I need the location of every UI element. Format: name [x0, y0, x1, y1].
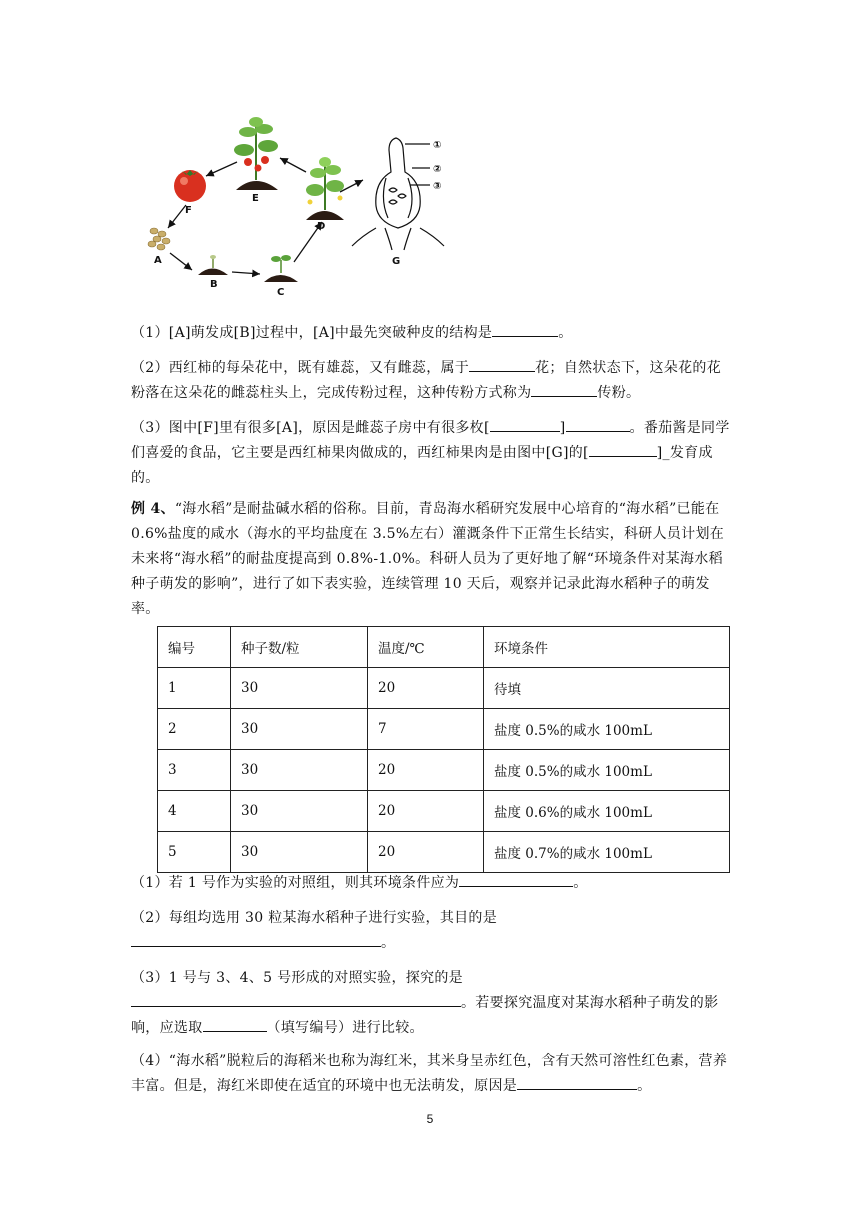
seeds-icon	[148, 228, 170, 250]
table-cell: 2	[158, 709, 231, 750]
fruiting-plant-e-icon	[234, 117, 278, 190]
table-cell: 盐度 0.5%的咸水 100mL	[484, 750, 730, 791]
label-c: C	[277, 287, 285, 298]
table-row	[158, 791, 730, 832]
table-cell: 7	[368, 709, 484, 750]
answer-blank[interactable]	[469, 356, 535, 372]
label-a: A	[154, 255, 162, 266]
label-d: D	[317, 221, 326, 232]
table-cell: 30	[231, 791, 368, 832]
label-2: ②	[433, 164, 442, 175]
label-1: ①	[433, 140, 442, 151]
table-row	[158, 668, 730, 709]
table-header: 环境条件	[484, 627, 730, 668]
table-row	[158, 750, 730, 791]
label-b: B	[210, 279, 218, 290]
label-g: G	[392, 256, 401, 267]
question-part-1: （1）[A]萌发成[B]过程中，[A]中最先突破种皮的结构是 。	[131, 321, 731, 346]
plant-lifecycle-diagram	[140, 110, 470, 310]
experiment-table	[157, 626, 730, 873]
table-cell: 盐度 0.7%的咸水 100mL	[484, 832, 730, 873]
answer-blank[interactable]	[531, 381, 597, 397]
table-header: 种子数/粒	[231, 627, 368, 668]
table-header: 温度/℃	[368, 627, 484, 668]
tomato-fruit-icon	[174, 170, 206, 202]
flowering-plant-d-icon	[306, 157, 344, 220]
table-cell: 20	[368, 750, 484, 791]
question-1: （1）若 1 号作为实验的对照组，则其环境条件应为 。	[131, 871, 731, 896]
table-cell: 20	[368, 668, 484, 709]
table-cell: 5	[158, 832, 231, 873]
table-cell: 30	[231, 668, 368, 709]
seedling-c-icon	[264, 255, 298, 282]
table-cell: 1	[158, 668, 231, 709]
table-cell: 20	[368, 791, 484, 832]
table-cell: 30	[231, 709, 368, 750]
question-3: （3）1 号与 3、4、5 号形成的对照实验，探究的是。若要探究温度对某海水稻种子萌发的影响，应选取 （填写编号）进行比较。	[131, 970, 719, 1036]
example-title: 例 4、	[131, 501, 175, 517]
table-cell: 4	[158, 791, 231, 832]
question-4: （4）“海水稻”脱粒后的海稻米也称为海红米，其米身呈赤红色，含有天然可溶性红色素，营养丰富。但是，海红米即使在适宜的环境中也无法萌发，原因是 。	[131, 1053, 728, 1094]
label-e: E	[252, 193, 259, 204]
table-cell: 20	[368, 832, 484, 873]
table-cell: 盐度 0.6%的咸水 100mL	[484, 791, 730, 832]
question-part-3: （3）图中[F]里有很多[A]，原因是雌蕊子房中有很多枚[ ] 。番茄酱是同学们喜爱的食品，它主要是西红柿果肉做成的，西红柿果肉是由图中[G]的[ ]_发育成的。	[131, 416, 731, 491]
table-cell: 3	[158, 750, 231, 791]
sprout-b-icon	[198, 255, 228, 275]
answer-blank[interactable]	[492, 321, 558, 337]
example-4-intro: 例 4、“海水稻”是耐盐碱水稻的俗称。目前，青岛海水稻研究发展中心培育的“海水稻”已能在 0.6%盐度的咸水（海水的平均盐度在 3.5%左右）灌溉条件下正常生长结实，科研人员计划在未来将“海水稻”的耐盐度提高到 0.8%-1.0%。科研人员为了更好地了解“环境条件对某海水稻种子萌发的影响”，进行了如下表实验，连续管理 10 天后，观察并记录此海水稻种子的萌发率。	[131, 501, 725, 617]
table-cell: 30	[231, 750, 368, 791]
table-row	[158, 832, 730, 873]
answer-blank[interactable]	[131, 991, 461, 1007]
table-cell: 盐度 0.5%的咸水 100mL	[484, 709, 730, 750]
question-part-2: （2）西红柿的每朵花中，既有雄蕊，又有雌蕊，属于 花；自然状态下，这朵花的花粉落在这朵花的雌蕊柱头上，完成传粉过程，这种传粉方式称为 传粉。	[131, 356, 731, 406]
answer-blank[interactable]	[131, 931, 381, 947]
table-row	[158, 709, 730, 750]
table-header-row	[158, 627, 730, 668]
table-cell: 待填	[484, 668, 730, 709]
answer-blank[interactable]	[566, 416, 630, 432]
table-cell: 30	[231, 832, 368, 873]
table-header: 编号	[158, 627, 231, 668]
label-3: ③	[433, 181, 442, 192]
answer-blank[interactable]	[517, 1074, 637, 1090]
answer-blank[interactable]	[490, 416, 560, 432]
answer-blank[interactable]	[459, 871, 573, 887]
label-f: F	[185, 205, 192, 216]
answer-blank[interactable]	[203, 1016, 267, 1032]
pistil-g-diagram	[352, 138, 444, 250]
question-2: （2）每组均选用 30 粒某海水稻种子进行实验，其目的是。	[131, 910, 498, 951]
answer-blank[interactable]	[589, 441, 657, 457]
page-number: 5	[426, 1112, 434, 1126]
